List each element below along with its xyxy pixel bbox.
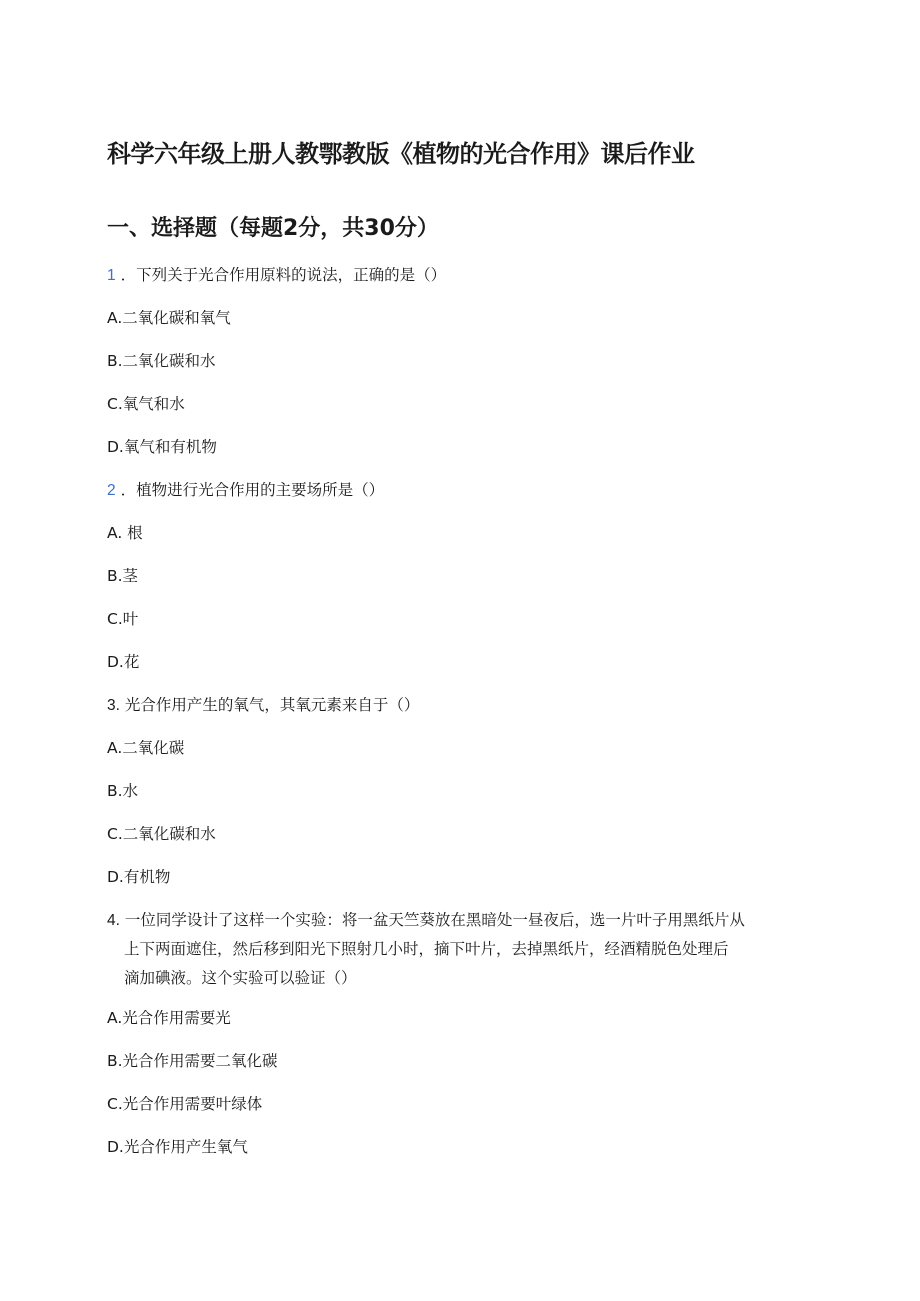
question-4: [107, 906, 807, 993]
question-text-line-2: 上下两面遮住，然后移到阳光下照射几小时，摘下叶片，去掉黑纸片，经酒精脱色处理后: [124, 940, 729, 958]
option-1d: D.氧气和有机物: [107, 438, 217, 456]
question-number: 3.: [107, 697, 120, 714]
option-1c: C.氧气和水: [107, 395, 185, 413]
question-2: [107, 479, 384, 502]
option-3a: A.二氧化碳: [107, 739, 185, 757]
option-2b: B.茎: [107, 567, 139, 585]
option-1a: A.二氧化碳和氧气: [107, 309, 231, 327]
question-number: 4.: [107, 912, 120, 929]
option-2d: D.花: [107, 653, 140, 671]
section-heading: 一、选择题（每题2分，共30分）: [107, 216, 439, 241]
question-text: ．下列关于光合作用原料的说法，正确的是（）: [120, 266, 447, 284]
option-3c: C.二氧化碳和水: [107, 825, 216, 843]
question-text-line-1: 一位同学设计了这样一个实验：将一盆天竺葵放在黑暗处一昼夜后，选一片叶子用黑纸片从: [124, 911, 745, 929]
question-text: 光合作用产生的氧气，其氧元素来自于（）: [124, 696, 420, 714]
question-3: [107, 694, 419, 717]
question-number: 1: [107, 267, 116, 284]
document-title: 科学六年级上册人教鄂教版《植物的光合作用》课后作业: [107, 140, 695, 168]
option-2a: A. 根: [107, 524, 143, 542]
option-3b: B.水: [107, 782, 139, 800]
option-4c: C.光合作用需要叶绿体: [107, 1095, 263, 1113]
question-1: [107, 264, 446, 287]
option-3d: D.有机物: [107, 868, 171, 886]
question-text: ．植物进行光合作用的主要场所是（）: [120, 481, 385, 499]
option-4b: B.光合作用需要二氧化碳: [107, 1052, 278, 1070]
option-2c: C.叶: [107, 610, 139, 628]
option-1b: B.二氧化碳和水: [107, 352, 216, 370]
option-4d: D.光合作用产生氧气: [107, 1138, 248, 1156]
option-4a: A.光合作用需要光: [107, 1009, 231, 1027]
question-number: 2: [107, 482, 116, 499]
question-text-line-3: 滴加碘液。这个实验可以验证（）: [124, 969, 357, 987]
